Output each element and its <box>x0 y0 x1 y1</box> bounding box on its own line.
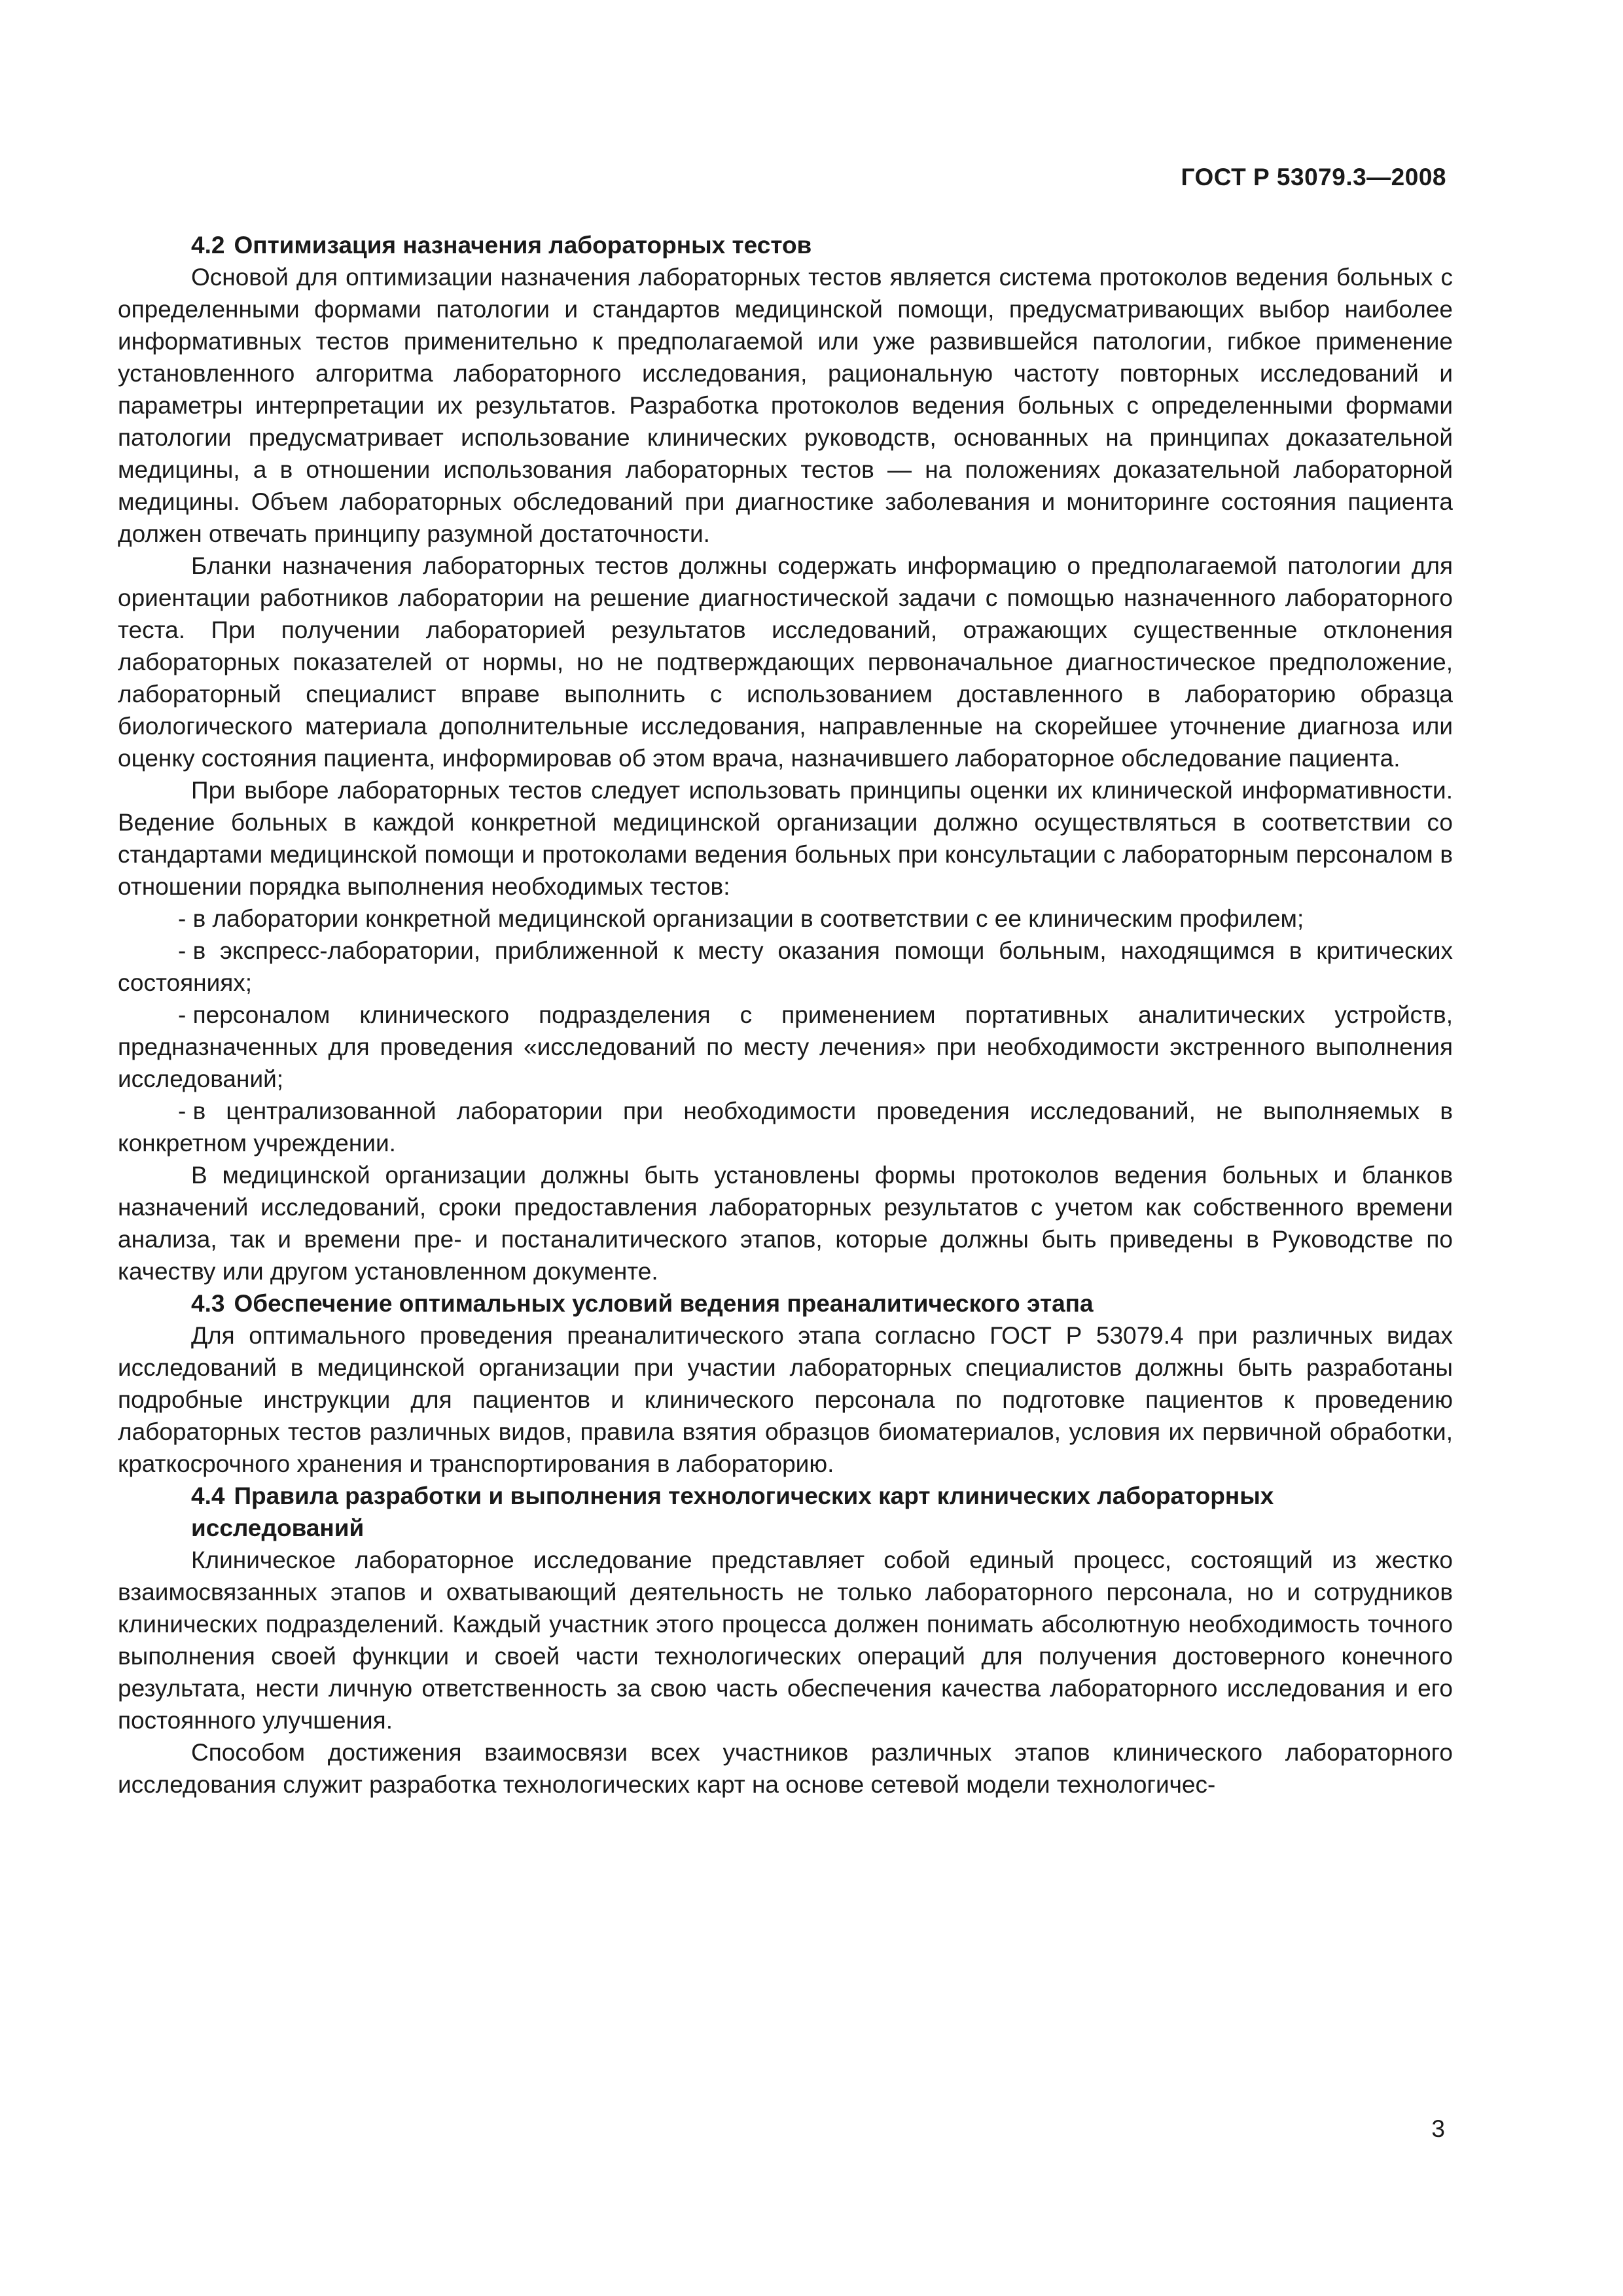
section-number: 4.2 <box>191 232 225 259</box>
page-number: 3 <box>1431 2115 1445 2142</box>
list-item: - персоналом клинического подразделения с применением портативных аналитических устройств, предназначенных для проведения «исследований по месту лечения» при необходимости экстренного выполнения исследований; <box>118 1001 1453 1092</box>
section-heading-4-4 <box>118 1480 1453 1544</box>
section-heading-4-3 <box>118 1287 1453 1319</box>
document-body <box>118 229 1453 1801</box>
section-heading-4-2 <box>118 229 1453 261</box>
section-title: Обеспечение оптимальных условий ведения преаналитического этапа <box>234 1290 1094 1317</box>
paragraph: Клиническое лабораторное исследование представляет собой единый процесс, состоящий из жестко взаимосвязанных этапов и охватывающий деятельность не только лабораторного персонала, но и сотрудников клинических подразделений. Каждый участник этого процесса должен понимать абсолютную необходимость точного выполнения своей функции и своей части технологических операций для получения достоверного конечного результата, нести личную ответственность за свою часть обеспечения качества лабораторного исследования и его постоянного улучшения. <box>118 1547 1453 1734</box>
list-item: - в экспресс-лаборатории, приближенной к месту оказания помощи больным, находящимся в критических состояниях; <box>118 937 1453 996</box>
paragraph: Способом достижения взаимосвязи всех участников различных этапов клинического лабораторного исследования служит разработка технологических карт на основе сетевой модели технологичес- <box>118 1739 1453 1798</box>
section-number: 4.3 <box>191 1290 225 1317</box>
paragraph: При выборе лабораторных тестов следует использовать принципы оценки их клинической информативности. Ведение больных в каждой конкретной медицинской организации должно осуществляться в соответствии со стандартами медицинской помощи и протоколами ведения больных при консультации с лабораторным персоналом в отношении порядка выполнения необходимых тестов: <box>118 777 1453 900</box>
section-title: Оптимизация назначения лабораторных тестов <box>234 232 812 259</box>
paragraph: Основой для оптимизации назначения лабораторных тестов является система протоколов ведения больных с определенными формами патологии и стандартов медицинской помощи, предусматривающих выбор наиболее информативных тестов применительно к предполагаемой или уже развившейся патологии, гибкое применение установленного алгоритма лабораторного исследования, рациональную частоту повторных исследований и параметры интерпретации их результатов. Разработка протоколов ведения больных с определенными формами патологии предусматривает использование клинических руководств, основанных на принципах доказательной медицины, а в отношении использования лабораторных тестов — на положениях доказательной лабораторной медицины. Объем лабораторных обследований при диагностике заболевания и мониторинге состояния пациента должен отвечать принципу разумной достаточности. <box>118 264 1453 547</box>
list-item: - в лаборатории конкретной медицинской организации в соответствии с ее клиническим профилем; <box>178 905 1304 932</box>
section-number: 4.4 <box>191 1482 225 1509</box>
paragraph: В медицинской организации должны быть установлены формы протоколов ведения больных и бланков назначений исследований, сроки предоставления лабораторных результатов с учетом как собственного времени анализа, так и времени пре- и постаналитического этапов, которые должны быть приведены в Руководстве по качеству или другом установленном документе. <box>118 1162 1453 1285</box>
list-item: - в централизованной лаборатории при необходимости проведения исследований, не выполняемых в конкретном учреждении. <box>118 1098 1453 1157</box>
section-title: Правила разработки и выполнения технологических карт клинических лабораторных исследований <box>191 1482 1274 1541</box>
paragraph: Для оптимального проведения преаналитического этапа согласно ГОСТ Р 53079.4 при различных видах исследований в медицинской организации при участии лабораторных специалистов должны быть разработаны подробные инструкции для пациентов и клинического персонала по подготовке пациентов к проведению лабораторных тестов различных видов, правила взятия образцов биоматериалов, условия их первичной обработки, краткосрочного хранения и транспортирования в лабораторию. <box>118 1322 1453 1477</box>
document-header-standard-id: ГОСТ Р 53079.3—2008 <box>1181 164 1446 190</box>
paragraph: Бланки назначения лабораторных тестов должны содержать информацию о предполагаемой патологии для ориентации работников лаборатории на решение диагностической задачи с помощью назначенного лабораторного теста. При получении лабораторией результатов исследований, отражающих существенные отклонения лабораторных показателей от нормы, но не подтверждающих первоначальное диагностическое предположение, лабораторный специалист вправе выполнить с использованием доставленного в лабораторию образца биологического материала дополнительные исследования, направленные на скорейшее уточнение диагноза или оценку состояния пациента, информировав об этом врача, назначившего лабораторное обследование пациента. <box>118 552 1453 772</box>
